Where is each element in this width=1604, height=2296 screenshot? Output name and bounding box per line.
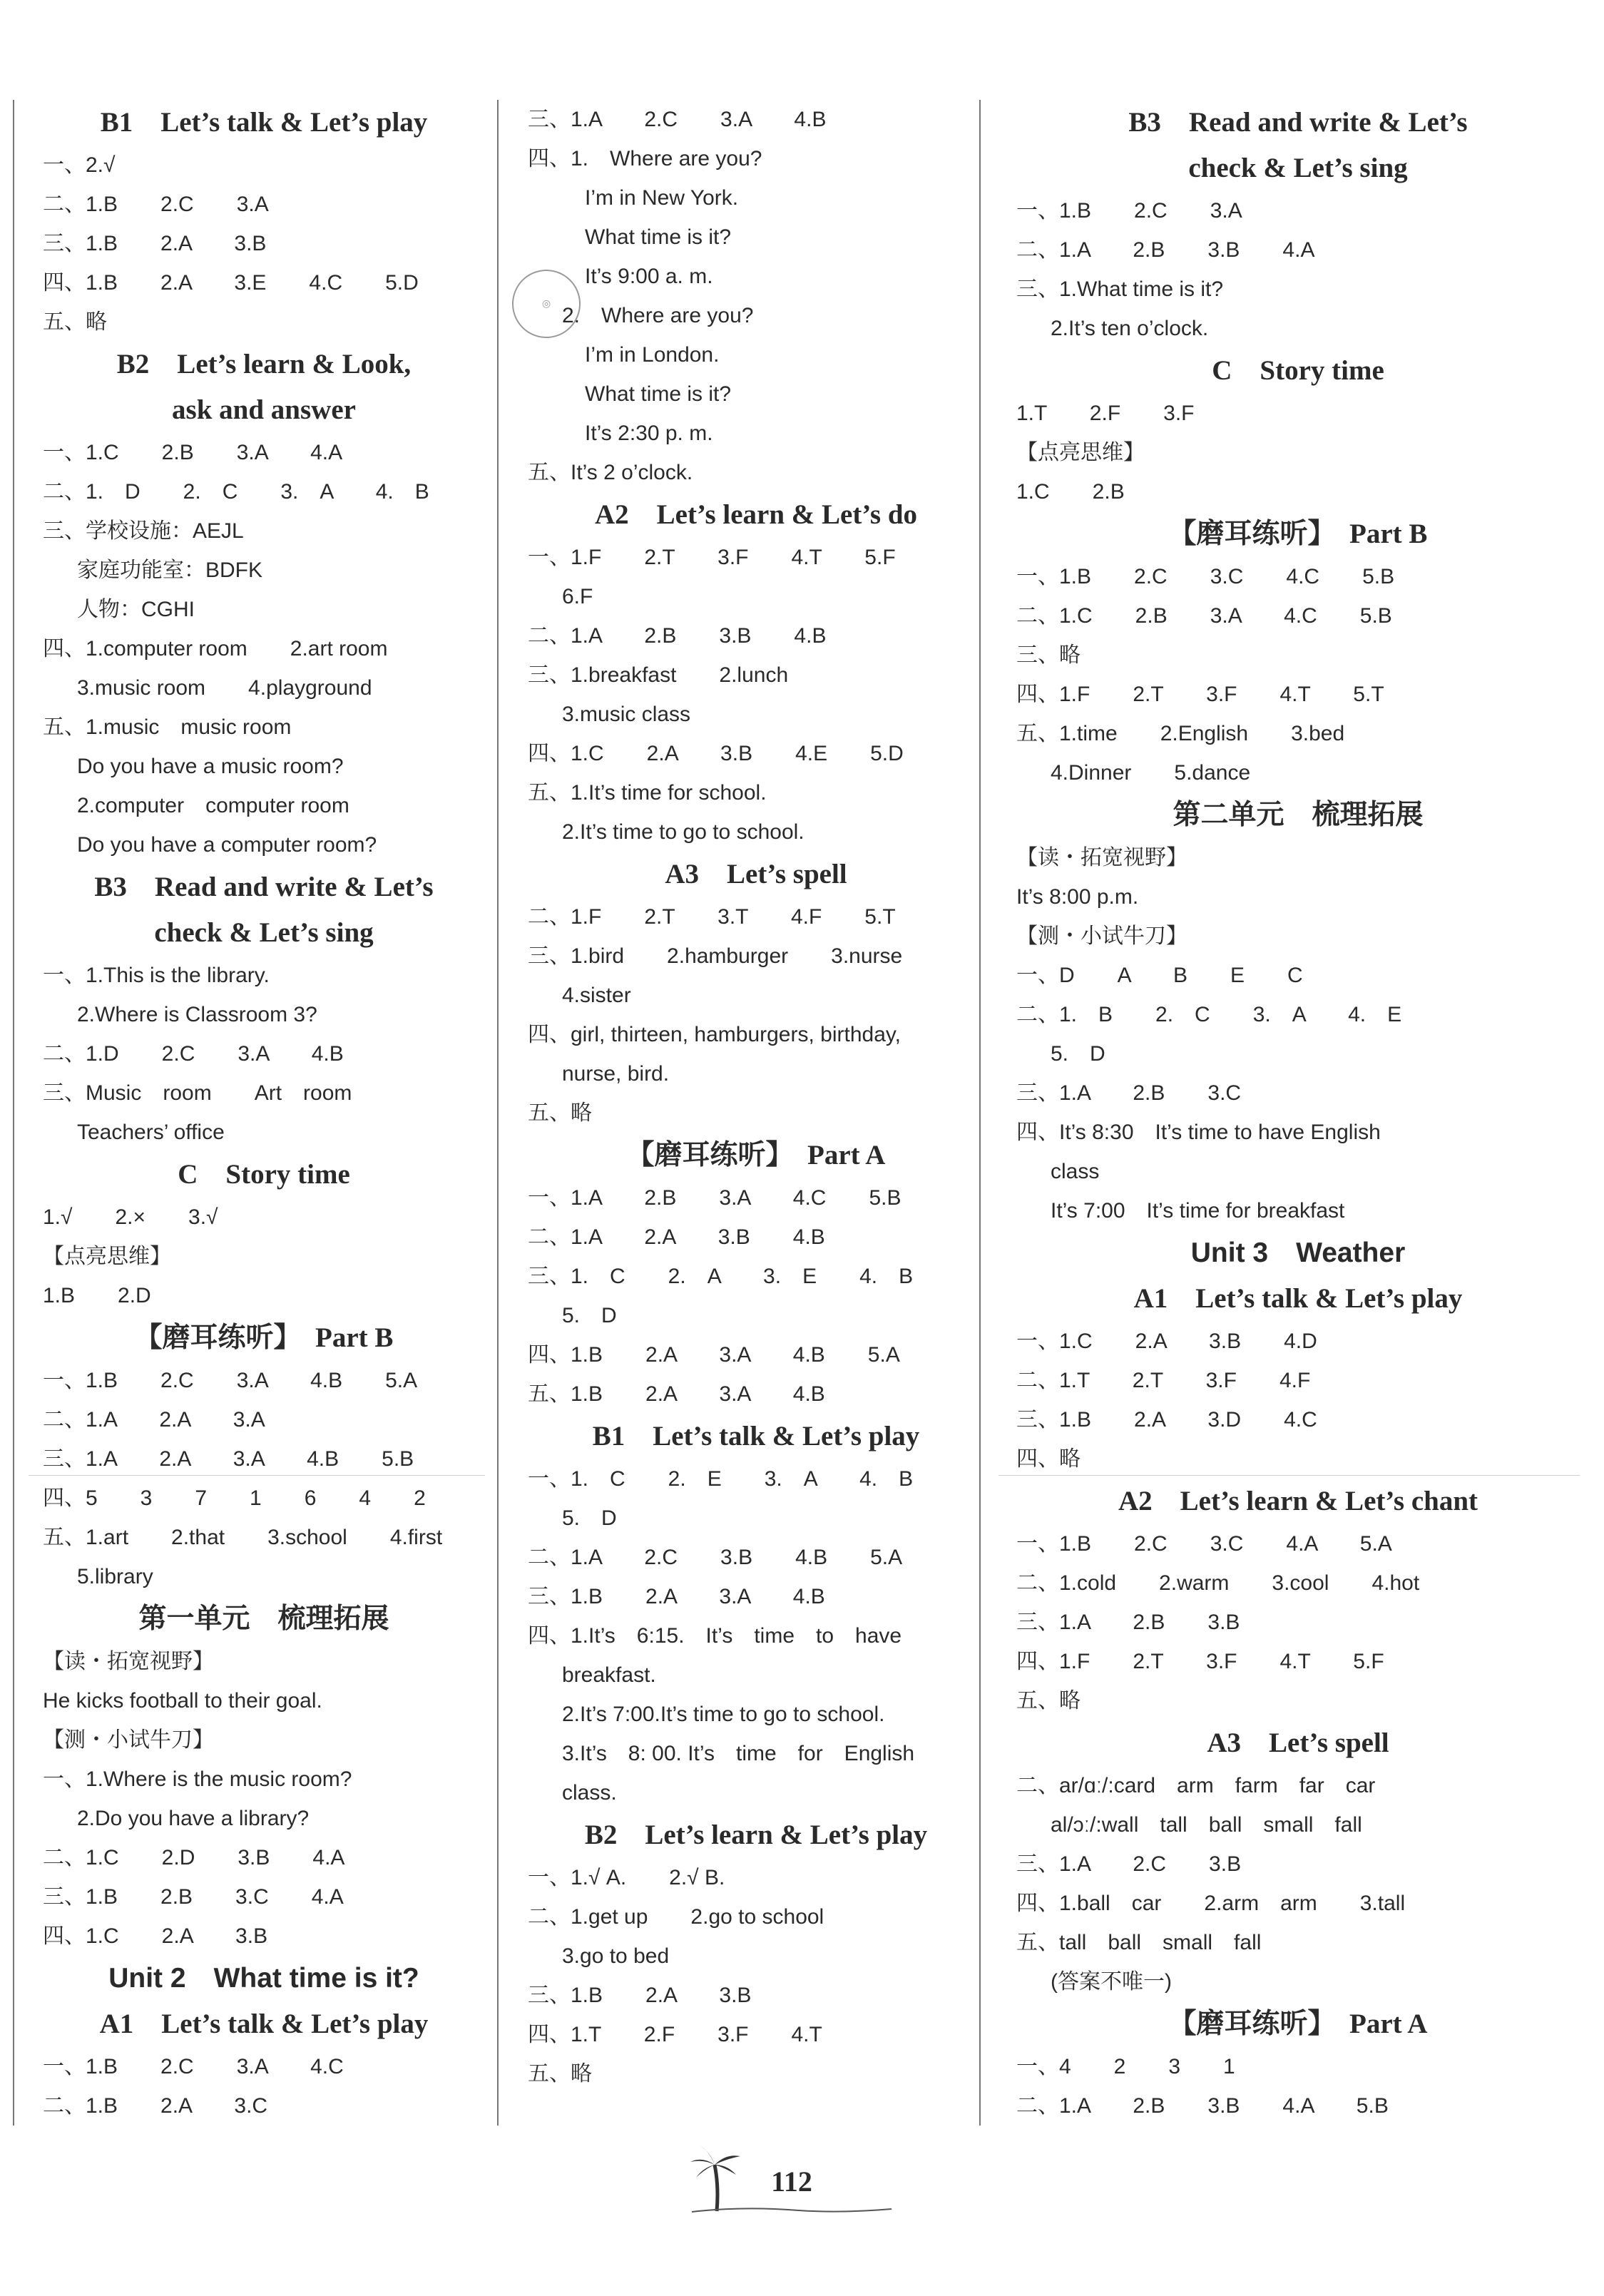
- answer-line: 三、Music room Art room: [43, 1081, 352, 1105]
- answer-line: 1.B 2.D: [43, 1284, 151, 1307]
- section-heading: 第二单元 梳理拓展: [1173, 800, 1424, 830]
- section-heading: check & Let’s sing: [154, 917, 374, 948]
- answer-line: 家庭功能室：BDFK: [77, 558, 263, 582]
- section-heading: ask and answer: [172, 394, 356, 425]
- answer-line: 2.Do you have a library?: [77, 1807, 310, 1830]
- answer-column-3: [1016, 100, 1580, 2126]
- section-heading: 【磨耳练听】 Part B: [1168, 519, 1428, 549]
- section-heading: B1 Let’s talk & Let’s play: [592, 1421, 920, 1451]
- answer-line: 四、略: [1016, 1447, 1081, 1471]
- answer-line: 五、1.It’s time for school.: [528, 781, 767, 805]
- answer-line: 五、略: [43, 310, 107, 334]
- answer-line: 三、1.What time is it?: [1016, 277, 1224, 301]
- answer-line: 4.sister: [562, 984, 631, 1007]
- column-rule-left: [13, 100, 14, 2126]
- answer-line: 三、1. C 2. A 3. E 4. B: [528, 1265, 914, 1288]
- answer-line: 一、1.B 2.C 3.C 4.A 5.A: [1016, 1532, 1392, 1556]
- answer-line: 五、略: [528, 2062, 592, 2086]
- answer-line: 五、It’s 2 o’clock.: [528, 461, 693, 484]
- answer-line: 二、1. B 2. C 3. A 4. E: [1016, 1003, 1402, 1026]
- answer-line: 四、1.F 2.T 3.F 4.T 5.T: [1016, 683, 1384, 706]
- answer-line: 一、1.This is the library.: [43, 964, 270, 987]
- answer-line: 三、1.A 2.B 3.B: [1016, 1611, 1240, 1634]
- answer-line: 4.Dinner 5.dance: [1051, 761, 1251, 785]
- answer-line: He kicks football to their goal.: [43, 1689, 322, 1713]
- answer-line: 三、1.A 2.C 3.A 4.B: [528, 108, 827, 131]
- answer-column-1: [43, 100, 485, 2126]
- answer-line: class: [1051, 1160, 1100, 1183]
- answer-line: 一、1.B 2.C 3.A 4.B 5.A: [43, 1369, 418, 1392]
- answer-column-2: [528, 100, 984, 2126]
- answer-line: 四、5 3 7 1 6 4 2: [43, 1486, 426, 1510]
- answer-line: 二、1.A 2.A 3.A: [43, 1408, 265, 1432]
- answer-line: 3.music class: [562, 703, 691, 726]
- answer-line: What time is it?: [585, 382, 732, 406]
- section-heading: B2 Let’s learn & Look,: [116, 349, 412, 379]
- answer-line: 四、1.ball car 2.arm arm 3.tall: [1016, 1892, 1406, 1915]
- answer-line: 三、1.A 2.A 3.A 4.B 5.B: [43, 1447, 414, 1471]
- answer-line: 3.music room 4.playground: [77, 676, 372, 700]
- answer-line: 二、1.C 2.D 3.B 4.A: [43, 1846, 345, 1869]
- answer-line: 二、1.cold 2.warm 3.cool 4.hot: [1016, 1571, 1420, 1595]
- answer-line: 一、1.F 2.T 3.F 4.T 5.F: [528, 546, 896, 569]
- answer-line: 三、学校设施：AEJL: [43, 519, 244, 543]
- answer-line: 二、1.B 2.C 3.A: [43, 193, 269, 216]
- answer-line: 三、略: [1016, 643, 1081, 667]
- answer-line: 【点亮思维】: [43, 1245, 171, 1268]
- answer-line: 四、It’s 8:30 It’s time to have English: [1016, 1121, 1381, 1144]
- section-heading: B3 Read and write & Let’s: [94, 872, 434, 902]
- answer-line: 一、4 2 3 1: [1016, 2055, 1235, 2078]
- answer-line: 四、1.C 2.A 3.B: [43, 1924, 268, 1948]
- answer-line: breakfast.: [562, 1663, 656, 1687]
- answer-line: 一、D A B E C: [1016, 964, 1303, 987]
- answer-line: 五、1.B 2.A 3.A 4.B: [528, 1382, 825, 1406]
- answer-line: 一、2.√: [43, 153, 116, 177]
- answer-line: 三、1.breakfast 2.lunch: [528, 663, 789, 687]
- answer-line: 二、1.A 2.B 3.B 4.A 5.B: [1016, 2094, 1389, 2118]
- answer-line: 【点亮思维】: [1016, 441, 1145, 464]
- section-heading: 【磨耳练听】 Part B: [134, 1322, 394, 1353]
- answer-line: al/ɔː/:wall tall ball small fall: [1051, 1813, 1362, 1837]
- answer-line: 二、1. D 2. C 3. A 4. B: [43, 480, 429, 504]
- section-heading: A1 Let’s talk & Let’s play: [99, 2009, 429, 2039]
- page-number: 112: [771, 2165, 812, 2198]
- answer-line: 五、1.music music room: [43, 715, 292, 739]
- answer-line: 五、tall ball small fall: [1016, 1931, 1262, 1954]
- answer-line: 四、1.F 2.T 3.F 4.T 5.F: [1016, 1650, 1384, 1673]
- answer-line: 四、1.B 2.A 3.E 4.C 5.D: [43, 271, 419, 295]
- answer-line: 五、1.art 2.that 3.school 4.first: [43, 1526, 443, 1549]
- answer-line: 3.It’s 8: 00. It’s time for English: [562, 1742, 915, 1765]
- answer-line: 三、1.A 2.C 3.B: [1016, 1852, 1242, 1876]
- answer-line: 5. D: [562, 1304, 617, 1327]
- section-heading: A3 Let’s spell: [665, 859, 847, 889]
- section-heading: 第一单元 梳理拓展: [138, 1603, 389, 1634]
- answer-line: 5.library: [77, 1565, 153, 1588]
- answer-line: 二、1.get up 2.go to school: [528, 1905, 824, 1929]
- answer-line: 二、ar/ɑː/:card arm farm far car: [1016, 1774, 1376, 1797]
- section-heading: Unit 2 What time is it?: [108, 1963, 419, 1994]
- section-heading: C Story time: [1212, 355, 1384, 386]
- answer-line: 三、1.B 2.B 3.C 4.A: [43, 1885, 344, 1909]
- section-heading: A2 Let’s learn & Let’s do: [594, 499, 918, 530]
- answer-line: 【读・拓宽视野】: [43, 1650, 214, 1673]
- answer-line: 2.Where is Classroom 3?: [77, 1003, 317, 1026]
- answer-line: 三、1.A 2.B 3.C: [1016, 1081, 1242, 1105]
- answer-line: 三、1.B 2.A 3.A 4.B: [528, 1585, 825, 1608]
- answer-line: 二、1.B 2.A 3.C: [43, 2094, 268, 2118]
- answer-line: 【读・拓宽视野】: [1016, 846, 1187, 869]
- answer-line: 三、1.B 2.A 3.B: [528, 1984, 752, 2007]
- answer-line: 一、1.B 2.C 3.A 4.C: [43, 2055, 344, 2078]
- section-heading: A3 Let’s spell: [1207, 1728, 1389, 1758]
- section-heading: B2 Let’s learn & Let’s play: [584, 1820, 928, 1850]
- answer-line: 一、1.B 2.C 3.C 4.C 5.B: [1016, 565, 1395, 588]
- section-heading: B3 Read and write & Let’s: [1128, 107, 1468, 138]
- answer-line: 2.It’s time to go to school.: [562, 820, 804, 844]
- answer-line: 四、1. Where are you?: [528, 147, 762, 170]
- answer-line: 五、1.time 2.English 3.bed: [1016, 722, 1345, 745]
- answer-line: 1.T 2.F 3.F: [1016, 402, 1195, 425]
- column-rule-middle: [497, 100, 499, 2126]
- section-heading: B1 Let’s talk & Let’s play: [100, 107, 428, 138]
- answer-line: 【测・小试牛刀】: [43, 1728, 214, 1752]
- answer-line: 二、1.F 2.T 3.T 4.F 5.T: [528, 905, 896, 929]
- section-heading: 【磨耳练听】 Part A: [626, 1140, 886, 1170]
- answer-line: 1.C 2.B: [1016, 480, 1125, 504]
- stamp-watermark-icon: ◎: [504, 261, 590, 347]
- answer-line: 2.It’s 7:00.It’s time to go to school.: [562, 1703, 885, 1726]
- answer-line: class.: [562, 1781, 617, 1805]
- answer-line: 5. D: [1051, 1042, 1105, 1066]
- answer-line: 四、1.T 2.F 3.F 4.T: [528, 2023, 822, 2046]
- answer-line: It’s 8:00 p.m.: [1016, 885, 1139, 909]
- answer-line: 三、1.B 2.A 3.B: [43, 232, 267, 255]
- answer-line: 四、1.C 2.A 3.B 4.E 5.D: [528, 742, 904, 765]
- answer-line: 一、1.Where is the music room?: [43, 1767, 352, 1791]
- answer-line: 二、1.A 2.A 3.B 4.B: [528, 1225, 825, 1249]
- answer-line: 五、略: [528, 1101, 592, 1125]
- answer-line: 2. Where are you?: [562, 304, 754, 327]
- answer-line: 一、1.A 2.B 3.A 4.C 5.B: [528, 1186, 901, 1210]
- answer-line: nurse, bird.: [562, 1062, 670, 1086]
- answer-line: 四、1.computer room 2.art room: [43, 637, 388, 660]
- answer-line: It’s 2:30 p. m.: [585, 422, 713, 445]
- section-heading: C Story time: [178, 1159, 350, 1190]
- answer-line: 一、1.√ A. 2.√ B.: [528, 1866, 725, 1889]
- answer-line: Do you have a music room?: [77, 755, 344, 778]
- answer-line: 三、1.B 2.A 3.D 4.C: [1016, 1408, 1317, 1432]
- answer-line: 二、1.C 2.B 3.A 4.C 5.B: [1016, 604, 1392, 628]
- answer-line: 3.go to bed: [562, 1944, 670, 1968]
- section-heading: 【磨耳练听】 Part A: [1168, 2009, 1428, 2039]
- answer-line: 一、1.C 2.A 3.B 4.D: [1016, 1330, 1317, 1353]
- answer-line: 一、1.C 2.B 3.A 4.A: [43, 441, 343, 464]
- section-heading: A1 Let’s talk & Let’s play: [1133, 1283, 1463, 1314]
- answer-line: Teachers’ office: [77, 1121, 225, 1144]
- answer-line: Do you have a computer room?: [77, 833, 377, 857]
- answer-line: 四、1.It’s 6:15. It’s time to have: [528, 1624, 902, 1648]
- answer-line: 五、略: [1016, 1689, 1081, 1713]
- answer-line: 三、1.bird 2.hamburger 3.nurse: [528, 944, 903, 968]
- answer-line: I’m in London.: [585, 343, 720, 367]
- answer-line: 2.computer computer room: [77, 794, 349, 817]
- answer-line: (答案不唯一): [1051, 1970, 1172, 1994]
- answer-line: 2.It’s ten o’clock.: [1051, 317, 1209, 340]
- section-heading: check & Let’s sing: [1188, 153, 1408, 183]
- answer-line: What time is it?: [585, 225, 732, 249]
- answer-line: 二、1.A 2.C 3.B 4.B 5.A: [528, 1546, 903, 1569]
- answer-line: I’m in New York.: [585, 186, 739, 210]
- answer-line: 人物：CGHI: [77, 598, 195, 621]
- answer-line: 一、1.B 2.C 3.A: [1016, 199, 1242, 223]
- answer-line: 二、1.D 2.C 3.A 4.B: [43, 1042, 344, 1066]
- section-heading: A2 Let’s learn & Let’s chant: [1118, 1486, 1478, 1516]
- answer-line: 四、girl, thirteen, hamburgers, birthday,: [528, 1023, 901, 1046]
- answer-line: It’s 9:00 a. m.: [585, 265, 713, 288]
- answer-line: 四、1.B 2.A 3.A 4.B 5.A: [528, 1343, 900, 1367]
- answer-line: 5. D: [562, 1506, 617, 1530]
- answer-line: 二、1.A 2.B 3.B 4.B: [528, 624, 827, 648]
- section-heading: Unit 3 Weather: [1190, 1238, 1406, 1268]
- page-footer: [685, 2143, 899, 2215]
- answer-line: 6.F: [562, 585, 593, 608]
- answer-line: 一、1. C 2. E 3. A 4. B: [528, 1467, 914, 1491]
- answer-line: It’s 7:00 It’s time for breakfast: [1051, 1199, 1345, 1223]
- answer-line: 1.√ 2.× 3.√: [43, 1205, 218, 1229]
- answer-line: 【测・小试牛刀】: [1016, 924, 1187, 948]
- answer-line: 二、1.T 2.T 3.F 4.F: [1016, 1369, 1311, 1392]
- answer-line: 二、1.A 2.B 3.B 4.A: [1016, 238, 1315, 262]
